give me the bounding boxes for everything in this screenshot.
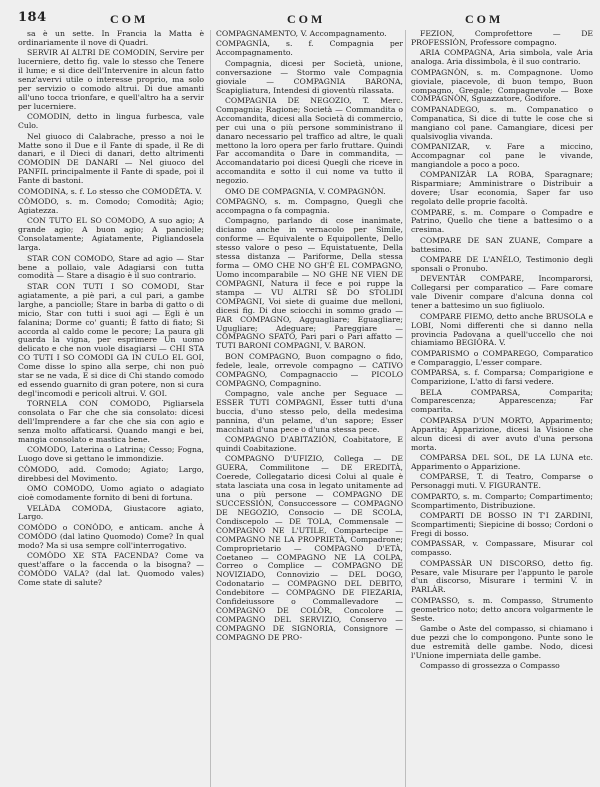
- sub-entry: COMODIN, detto in lingua furbesca, vale Culo.: [18, 112, 204, 131]
- sub-entry: COMÒDO XE STA FACENDA? Come va quest'affare o la faccenda o la bisogna? — COMÒDO VALA? (dal lat. Quomodo vales) Come state di salute?: [18, 551, 204, 587]
- sub-entry: BON COMPAGNO, Buon compagno o fido, fedele, leale, orrevole compagno — CATIVO COMPAGNO, Compagnaccio — PICOLO COMPAGNO, Compagnino.: [216, 351, 403, 388]
- sub-entry: COMPAGNO D'ABITAZIÒN, Coabitatore, E quindi Coabitazione.: [216, 435, 403, 453]
- sub-entry: TORNELA CON COMODO, Pigliarsela consolata o Far che che sia consolato: dicesi dell'Imprendere a far che che sia con agio e senza molto affaticarsi. Quando mangi e bei, mangia consolato e mastica bene.: [18, 399, 204, 445]
- headword-entry: COMPASSO, s. m. Compasso, Strumento geometrico noto; detto ancora volgarmente le Seste.: [411, 595, 593, 623]
- headword-entry: COMPARTO, s. m. Comparto; Compartimento; Scompartimento, Distribuzione.: [411, 491, 593, 510]
- sub-entry: Compagno, parlando di cose inanimate, diciamo anche in vernacolo per Simile, conforme — Equivalente o Equipollente, Dello stesso valore o peso — Equistatuente, Della stessa distanza — Pariforme, Della stessa forma — OMO CHE NO GH'È EL COMPAGNO, Uomo incomparabile — NO GHE NE VIEN DE COMPAGNI, Natura il fece e poi ruppe la stampa — VU ALTRI SÈ DO STOLIDI COMPAGNI, Voi siete di guaime due melloni, dicesi fig. Di due sciocchi in sommo grado — FAR COMPAGNO, Agguagliare; Eguagliare; Ugugliare; Adeguare; Pareggiare — COMPAGNO SFATO, Pari pari o Pari affatto — TUTI BARONI COMPAGNI, V. BARON.: [216, 216, 403, 351]
- sub-entry: COMPARE DE SAN ZUANE, Compare a battesimo.: [411, 235, 593, 254]
- text-column-1: [18, 30, 204, 787]
- sub-entry: FEZIÒN, Comprofettore — DE PROFESSIÒN, Professore compagno.: [411, 30, 593, 47]
- headword-entry: COMPARISMO o COMPAREGO, Comparatico e Comparaggio, L'esser compare.: [411, 348, 593, 367]
- sub-entry: COMPANIZÀR LA ROBA, Sparagnare; Risparmiare; Amministrare o Distribuir a dovere; Usar economia, Saper far uso regolato delle proprie facoltà.: [411, 170, 593, 207]
- sub-entry: Compasso di grossezza o Compasso: [420, 661, 560, 671]
- sub-entry: COMPARSA DEL SOL, DE LA LUNA etc. Apparimento o Apparizione.: [411, 452, 593, 471]
- sub-entry: COMPASSÀR UN DISCORSO, detto fig. Pesare, vale Misurare per l'appunto le parole d'un discorso, Misurare i termini V. in PARLÀR.: [411, 558, 593, 595]
- headword-entry: CÒMODO, add. Comodo; Agiato; Largo, direbbesi del Movimento.: [18, 464, 204, 483]
- sub-entry: STAR CON TUTI I SO COMODI, Star agiatamente, a piè pari, a cul pari, a gambe larghe, a panciolle; Stare in barba di gatto o di micio, Star con tutti i suoi agi — Egli è un falanina; Dorme co' guanti; È fatto di fiato; Si accorda al caldo come le pecore; La paura gli guarda la vigna, per esprimere Un uomo delicato e che non vuole disagiarsi — CHI STA CO TUTI I SO COMODI GA IN CULO EL GOI, Come disse lo spino alla serpe, chi non può star se ne vada, E si dice di Chi stando comodo ed essendo guarnito di gran potere, non si cura degl'incomodi e pericoli altrui. V. GOI.: [18, 281, 204, 398]
- page-number: 184: [18, 10, 47, 25]
- headword-entry: COMPAGNÌA, s. f. Compagnia per Accompagnamento.: [216, 39, 403, 58]
- sub-entry: BELA COMPARSA, Comparita; Comparescenza; Apparescenza; Far comparita.: [411, 387, 593, 415]
- sub-entry: OMO COMODO, Uomo agiato o adagiato cioè comodamente fornito di beni di fortuna.: [18, 484, 204, 503]
- sub-entry: COMPAGNO D'UFIZIO, Collega — DE GUERA, Commilitone — DE EREDITÀ, Coerede, Collegatario dicesi Colui al quale è stata lasciata una cosa in legato unitamente ad una o più persone — COMPAGNO DE SUCCESSIÒN, Consuccessore — COMPAGNO DE NEGOZIO, Consocio — DE SCOLA, Condiscepolo — DE TOLA, Commensale — COMPAGNO NE L'UTILE, Compartecipe — COMPAGNO NE LA PROPRIETÀ, Compadrone; Comproprietario — COMPAGNO D'ETÀ, Coetaneo — COMPAGNO NE LA COLPA, Correo o Complice — COMPAGNO DE NOVIZIADO, Connovizio — DEL DOGO, Codonatario — COMPAGNO DEL DEBITO, Condebitore — COMPAGNO DE FIEZARIA, Confideiussore o Commallevadore — COMPAGNO DE COLÒR, Concolore — COMPAGNO DEL SERVIZIO, Conservo — COMPAGNO DE SIGNORIA, Consignore — COMPAGNO DE PRO-: [216, 454, 403, 642]
- sub-entry: STAR CON COMODO, Stare ad agio — Star bene a pollaio, vale Adagiarsi con tutta comodità — Stare a disagio è il suo contrario.: [18, 253, 204, 281]
- headword-entry: CÒMODO, s. m. Comodo; Comodità; Agio; Agiatezza.: [18, 197, 204, 216]
- headword-entry: COMÒDO o CONÒDO, e anticam. anche À COMÒDO (dal latino Quomodo) Come? In qual modo? Ma si usa sempre coll'interrogativo.: [18, 522, 204, 550]
- sub-entry: COMPARTI DE BOSSO IN T'I ZARDINI, Scompartimenti; Siepicine di bosso; Cordoni o Fregi di bosso.: [411, 511, 593, 538]
- sub-entry: Compagno, vale anche per Seguace — ESSER TUTI COMPAGNI, Esser tutti d'una buccia, d'uno stesso pelo, della medesima pannina, d'un pelame, d'un sapore; Esser macchiati d'una pece o d'una stessa pece.: [216, 388, 403, 434]
- headword-entry: COMPANIZAR, v. Fare a miccino, Accompagnar col pane le vivande, mangiandole a poco a poco.: [411, 142, 593, 169]
- sub-entry: SERVIR AI ALTRI DE COMODIN, Servire per lucerniere, detto fig. vale lo stesso che Tenere il lume; e si dice dell'Intervenire in alcun fatto senz'avervi utile o interesse proprio, ma solo per servizio o comodo altrui. Di due amanti all'uno tocca trionfare, e quell'altro ha a servir per lucerniere.: [18, 48, 204, 111]
- headword-entry: COMPASSAR, v. Compassare, Misurar col compasso.: [411, 539, 593, 558]
- sub-entry: Gambe o Aste del compasso, si chiamano i due pezzi che lo compongono. Punte sono le due estremità delle gambe. Nodo, dicesi l'Unione imperniata delle gambe.: [411, 624, 593, 660]
- sub-entry: Nel giuoco di Calabrache, presso a noi le Matte sono il Due e il Fante di spade, il Re di danari, e il Dieci di danari, detto altrimenti COMODIN DE DANARI — Nel giuoco del PANFIL principalmente il Fante di spade, poi il Fante di bastoni.: [18, 131, 204, 186]
- sub-entry: CON TUTO EL SO COMODO, A suo agio; A grande agio; A buon agio; A panciolle; Consolatamente; Agiatamente, Pigliandosela larga.: [18, 216, 204, 253]
- headword-entry: COMODINA, s. f. Lo stesso che COMODÈTA. V.: [18, 186, 202, 196]
- running-head-center: COM: [287, 12, 326, 26]
- headword-entry: COMPAGNAMENTO, V. Accompagnamento.: [216, 30, 387, 38]
- sub-entry: VELÀDA COMODA, Giustacore agiato, Largo.: [18, 503, 204, 522]
- sub-entry: OMO DE COMPAGNIA, V. COMPAGNÒN.: [225, 186, 386, 196]
- headword-entry: COMPARSA, s. f. Comparsa; Comparigione e Comparizione, L'atto di farsi vedere.: [411, 368, 593, 387]
- sub-entry: COMPAGNIA DE NEGOZIO, T. Merc. Compagnia; Ragione; Società — Commandita o Accomandita, dicesi alla Società di commercio, per cui una o più persone somministrano il danaro necessario pel traffico ad altre, le quali mettono la loro opera per farlo fruttare. Quindi Far accomandita o Dare in commandita, — Accomandatario poi dicesi Quegli che riceve in accomandita e sotto il cui nome va tutto il negozio.: [216, 95, 403, 186]
- sub-entry: COMPARSE, T. di Teatro, Comparse o Personaggi muti. V. FIGURANTE.: [411, 472, 593, 491]
- headword-entry: COMPARE, s. m. Compare o Compadre e Patrino, Quello che tiene a battesimo o a cresima.: [411, 207, 593, 235]
- text-column-3: [405, 30, 593, 787]
- running-head-right: COM: [465, 12, 504, 26]
- sub-entry: DEVENTÀR COMPARE, Incomparorsi, Collegarsi per comparatico — Fare comare vale Divenir compare d'alcuna donna col tener a battesimo un suo figliuolo.: [411, 274, 593, 311]
- sub-entry: COMPARE FIEMO, detto anche BRUSOLA e LOBI, Nomi differenti che si danno nella provincia Padovana a quell'uccello che noi chiamiamo BEGIÒRA. V.: [411, 311, 593, 348]
- headword-entry: COMPAGNO, s. m. Compagno, Quegli che accompagna o fa compagnia.: [216, 197, 403, 216]
- headword-entry: COMPAGNÒN, s. m. Compagnone. Uomo gioviale, piacevole, di buon tempo, Buon compagno, Gregale; Compagnevole — Boxe COMPAGNÒN, Sguazzatore, Godifore.: [411, 67, 593, 104]
- sub-entry: Compagnia, dicesi per Società, unione, conversazione — Stormo vale Compagnia gioviale — COMPAGNIA BARONA, Scapigliatura, Intendesi di gioventù rilassata.: [216, 58, 403, 95]
- sub-entry: COMPARSA D'UN MORTO, Apparimento; Apparita; Apparizione, dicesi la Visione che alcun dicesi di aver avuto d'una persona morta.: [411, 415, 593, 452]
- headword-entry: COMPANADEGO, s. m. Companatico o Companatica, Si dice di tutte le cose che si mangiano col pane. Camangiare, dicesi per qualsivoglia vivanda.: [411, 104, 593, 141]
- sub-entry: ARIA COMPAGNA, Aria simbola, vale Aria analoga. Aria dissimbola, è il suo contrario.: [411, 48, 593, 67]
- text-column-2: [210, 30, 403, 787]
- sub-entry: COMPARE DE L'ANÈLO, Testimonio degli sponsali o Pronubo.: [411, 255, 593, 274]
- sub-entry: sa è un sette. In Francia la Matta è ordinariamente il nove di Quadri.: [18, 30, 204, 47]
- sub-entry: COMODO, Laterina o Latrina; Cesso; Fogna, Luogo dove si gettano le immondizie.: [18, 445, 204, 464]
- running-head-left: COM: [110, 12, 149, 26]
